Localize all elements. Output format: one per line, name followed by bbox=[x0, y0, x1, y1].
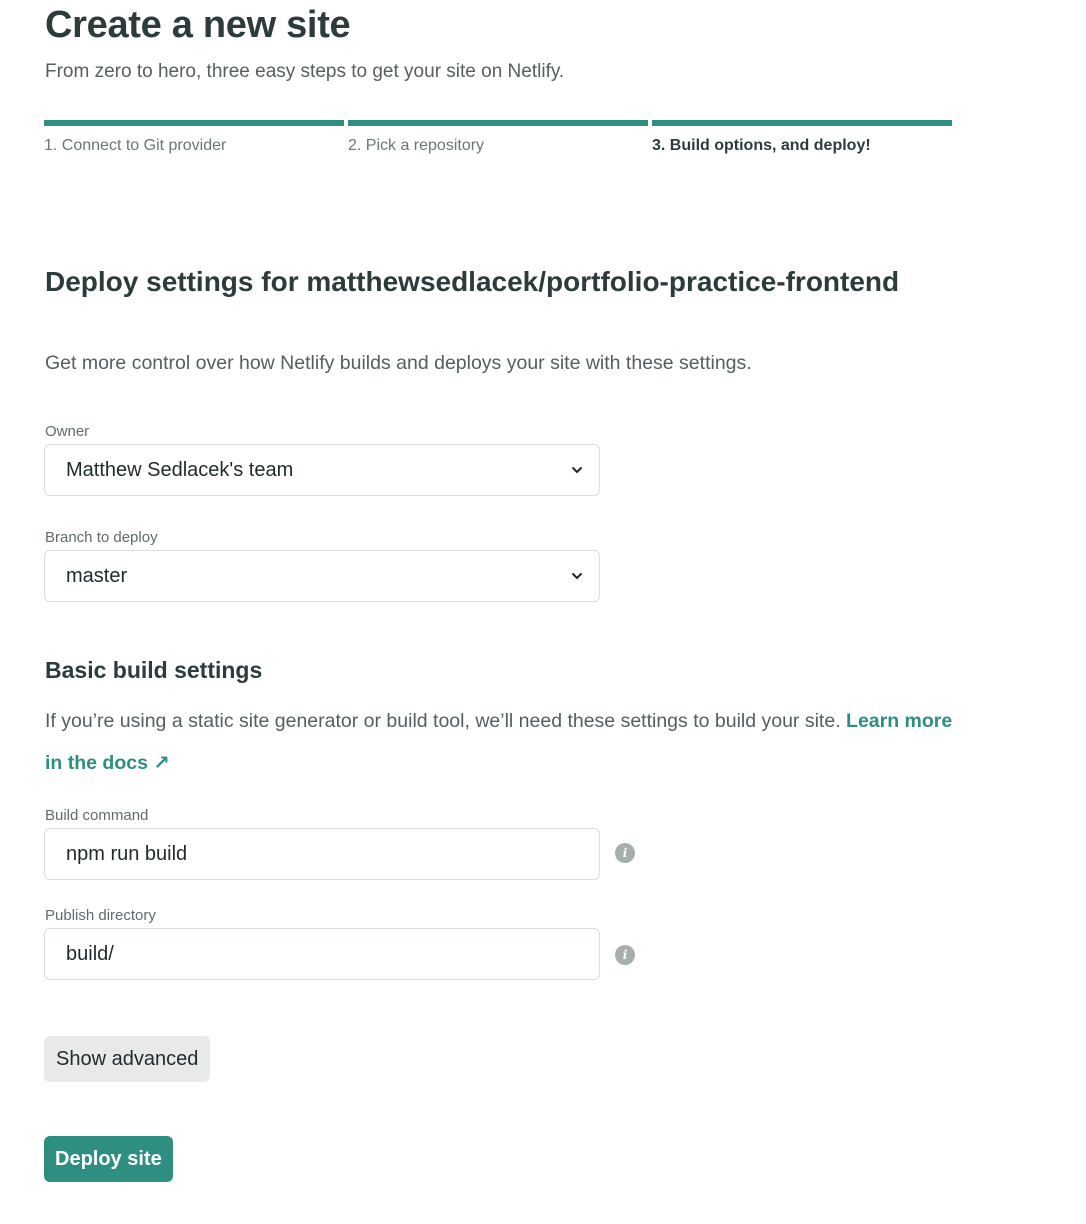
build-settings-text: If you’re using a static site generator or build tool, we’ll need these settings to build your site. bbox=[45, 710, 841, 732]
chevron-down-icon bbox=[571, 570, 583, 582]
branch-select-value: master bbox=[66, 564, 128, 587]
publish-directory-input[interactable] bbox=[44, 928, 600, 980]
step-connect-git: 1. Connect to Git provider bbox=[44, 120, 344, 155]
publish-directory-label: Publish directory bbox=[45, 907, 156, 924]
publish-directory-value: build/ bbox=[66, 942, 114, 965]
deploy-settings-title: Deploy settings for matthewsedlacek/portfolio-practice-frontend bbox=[45, 266, 900, 297]
owner-select-value: Matthew Sedlacek's team bbox=[66, 458, 294, 481]
owner-label: Owner bbox=[45, 423, 90, 440]
basic-build-settings-description bbox=[45, 700, 965, 784]
info-icon[interactable]: i bbox=[615, 945, 635, 965]
owner-select[interactable] bbox=[44, 444, 600, 496]
build-command-label: Build command bbox=[45, 807, 149, 824]
chevron-down-icon bbox=[571, 464, 583, 476]
build-command-input[interactable] bbox=[44, 828, 600, 880]
branch-label: Branch to deploy bbox=[45, 529, 158, 546]
basic-build-settings-title: Basic build settings bbox=[45, 657, 263, 683]
show-advanced-button[interactable]: Show advanced bbox=[44, 1036, 210, 1082]
step-build-options: 3. Build options, and deploy! bbox=[652, 120, 952, 155]
branch-select[interactable] bbox=[44, 550, 600, 602]
page-subtitle: From zero to hero, three easy steps to get your site on Netlify. bbox=[45, 61, 565, 82]
info-icon[interactable]: i bbox=[615, 843, 635, 863]
step-progress bbox=[44, 120, 952, 155]
deploy-site-button[interactable]: Deploy site bbox=[44, 1136, 173, 1182]
learn-more-docs-link[interactable]: Learn more in the docs ↗ bbox=[45, 710, 953, 774]
deploy-settings-description: Get more control over how Netlify builds and deploys your site with these settings. bbox=[45, 352, 752, 374]
step-pick-repository: 2. Pick a repository bbox=[348, 120, 648, 155]
page-title: Create a new site bbox=[45, 4, 351, 46]
build-command-value: npm run build bbox=[66, 842, 188, 865]
